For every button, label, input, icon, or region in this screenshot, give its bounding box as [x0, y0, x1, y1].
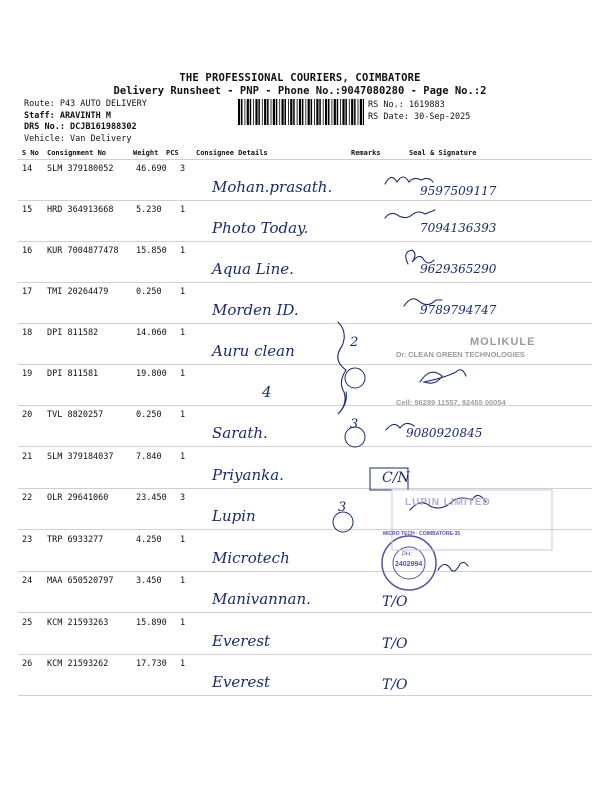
row-weight: 15.890 [136, 618, 167, 628]
row-sno: 17 [22, 287, 33, 297]
signature-17 [404, 299, 442, 306]
company-title: THE PROFESSIONAL COURIERS, COIMBATORE [179, 72, 421, 84]
row-weight: 5.230 [136, 205, 162, 215]
handwritten-phone: 7094136393 [420, 221, 497, 235]
row-sno: 21 [22, 452, 33, 462]
molikule-stamp-line: Dr. CLEAN GREEN TECHNOLOGIES [396, 350, 525, 359]
row-sno: 16 [22, 246, 33, 256]
handwritten-consignee: Microtech [212, 549, 290, 567]
row-consignment: SLM 379184037 [47, 452, 114, 462]
signature-20 [386, 423, 414, 430]
remark-circle-20 [345, 427, 365, 447]
row-pcs: 1 [180, 576, 186, 586]
handwritten-phone: 9597509117 [420, 184, 497, 198]
remark-circle-18 [345, 368, 365, 388]
signature-19 [420, 370, 466, 383]
handwritten-consignee: Aqua Line. [212, 260, 294, 278]
row-pcs: 1 [180, 452, 186, 462]
signature-16 [406, 250, 434, 264]
row-consignment: OLR 29641060 [47, 493, 109, 503]
microtech-stamp-number: 2402994 [395, 561, 423, 568]
handwritten-remark: 2 [350, 335, 359, 350]
row-sno: 18 [22, 328, 33, 338]
row-consignment: TVL 8820257 [47, 410, 104, 420]
row-consignment: KCM 21593263 [47, 618, 109, 628]
row-pcs: 1 [180, 246, 186, 256]
handwritten-consignee: Priyanka. [212, 466, 284, 484]
signature-15 [385, 210, 435, 218]
row-pcs: 1 [180, 369, 186, 379]
rs-number: RS No.: 1619883 [368, 100, 445, 110]
row-pcs: 1 [180, 287, 186, 297]
handwritten-remark: T/O [382, 594, 408, 610]
route-line: Route: P43 AUTO DELIVERY [24, 99, 147, 109]
col-consignment: Consignment No [47, 149, 107, 157]
handwritten-consignee: Everest [212, 632, 271, 650]
row-pcs: 1 [180, 535, 186, 545]
handwritten-consignee: Photo Today. [212, 219, 309, 237]
handwritten-phone: 9080920845 [406, 426, 483, 440]
drs-line: DRS No.: DCJB161988302 [24, 122, 137, 132]
col-weight: Weight [133, 149, 159, 157]
handwritten-remark: 3 [338, 500, 347, 515]
molikule-stamp-title: MOLIKULE [470, 336, 536, 348]
row-weight: 0.250 [136, 287, 162, 297]
row-weight: 19.800 [136, 369, 167, 379]
row-pcs: 1 [180, 618, 186, 628]
molikule-stamp-phone: Cell: 96289 11557, 92455 00054 [396, 398, 506, 407]
rs-date: RS Date: 30-Sep-2025 [368, 112, 471, 122]
row-weight: 14.060 [136, 328, 167, 338]
vehicle-line: Vehicle: Van Delivery [24, 133, 132, 144]
handwritten-consignee: Manivannan. [212, 590, 311, 608]
row-weight: 46.690 [136, 164, 167, 174]
microtech-stamp-ring: MICRO TECH · COIMBATORE-35 [383, 531, 461, 537]
col-pcs: PCS [166, 149, 179, 157]
row-consignment: MAA 650520797 [47, 576, 114, 586]
handwritten-remark: C/N [382, 470, 410, 486]
row-consignment: SLM 379180052 [47, 164, 114, 174]
runsheet-subtitle: Delivery Runsheet - PNP - Phone No.:9047080280 - Page No.:2 [113, 85, 487, 97]
row-pcs: 1 [180, 410, 186, 420]
row-consignment: KUR 7004877478 [47, 246, 119, 256]
col-seal: Seal & Signature [409, 149, 477, 157]
row-sno: 19 [22, 369, 33, 379]
row-weight: 15.850 [136, 246, 167, 256]
row-weight: 23.450 [136, 493, 167, 503]
row-weight: 0.250 [136, 410, 162, 420]
row-consignment: HRD 364913668 [47, 205, 114, 215]
remark-circle-22 [333, 512, 353, 532]
row-pcs: 1 [180, 205, 186, 215]
col-remarks: Remarks [351, 149, 381, 157]
row-sno: 25 [22, 618, 33, 628]
row-sno: 26 [22, 659, 33, 669]
row-sno: 15 [22, 205, 33, 215]
handwritten-remark: 3 [350, 417, 359, 432]
row-pcs: 3 [180, 493, 186, 503]
handwritten-consignee: Morden ID. [212, 301, 299, 319]
handwritten-consignee: Everest [212, 673, 271, 691]
cn-box [370, 468, 408, 490]
handwritten-consignee: Auru clean [212, 342, 295, 360]
signature-14 [385, 177, 433, 184]
row-sno: 20 [22, 410, 33, 420]
brace-18-19 [338, 322, 347, 414]
col-consignee: Consignee Details [196, 149, 268, 157]
row-sno: 22 [22, 493, 33, 503]
handwritten-remark: T/O [382, 636, 408, 652]
handwritten-consignee: Mohan.prasath. [212, 178, 333, 196]
row-pcs: 1 [180, 659, 186, 669]
row-weight: 7.840 [136, 452, 162, 462]
staff-line: Staff: ARAVINTH M [24, 110, 111, 121]
handwritten-remark: T/O [382, 677, 408, 693]
row-pcs: 3 [180, 164, 186, 174]
row-weight: 3.450 [136, 576, 162, 586]
row-consignment: DPI 811581 [47, 369, 99, 379]
row-sno: 24 [22, 576, 33, 586]
row-weight: 17.730 [136, 659, 167, 669]
row-consignment: TMI 20264479 [47, 287, 109, 297]
row-consignment: KCM 21593262 [47, 659, 109, 669]
row-consignment: DPI 811582 [47, 328, 99, 338]
handwritten-phone: 9789794747 [420, 303, 497, 317]
handwritten-consignee: Sarath. [212, 424, 268, 442]
row-pcs: 1 [180, 328, 186, 338]
handwritten-consignee: Lupin [212, 507, 256, 525]
col-sno: S No [22, 149, 39, 157]
row-consignment: TRP 6933277 [47, 535, 104, 545]
signature-23 [438, 562, 468, 571]
handwritten-consignee: 4 [262, 383, 272, 401]
row-weight: 4.250 [136, 535, 162, 545]
row-sno: 23 [22, 535, 33, 545]
microtech-stamp-ph: PH: [402, 552, 413, 558]
row-sno: 14 [22, 164, 33, 174]
handwritten-phone: 9629365290 [420, 262, 497, 276]
lupin-stamp-title: LUPIN LIMITED [405, 497, 491, 508]
